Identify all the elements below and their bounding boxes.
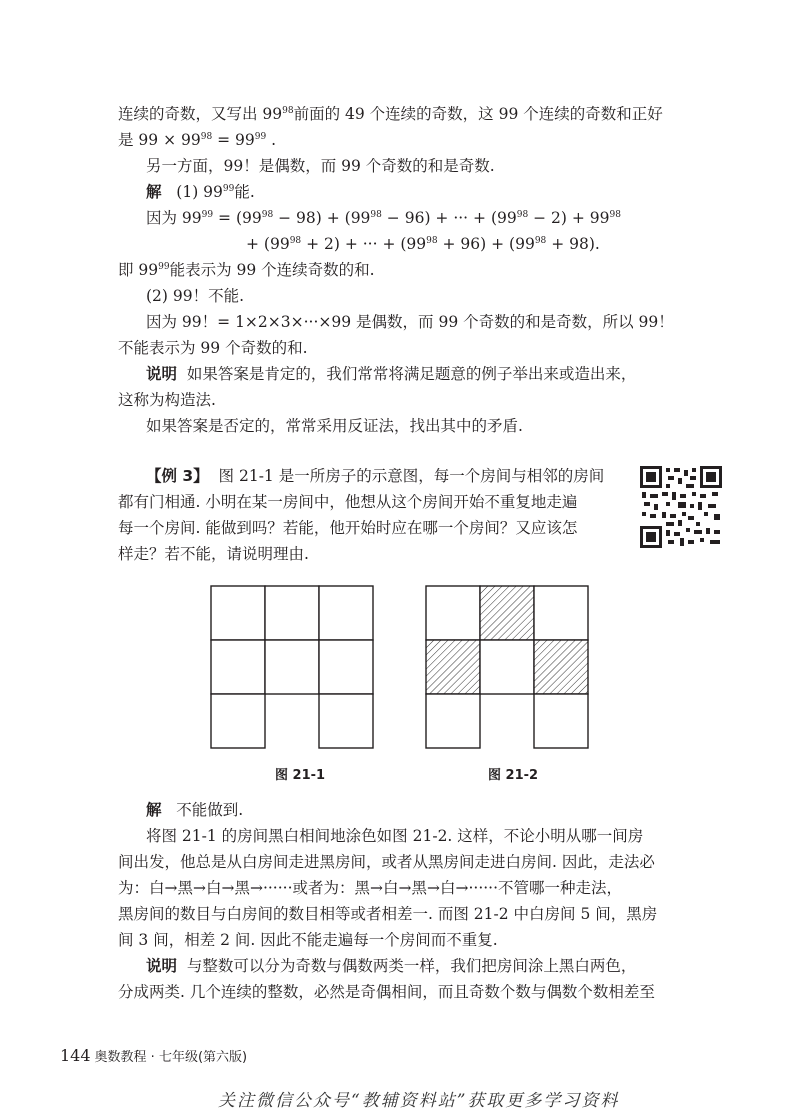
room-cell bbox=[265, 640, 319, 694]
text-line: 黑房间的数目与白房间的数目相等或者相差一. 而图 21-2 中白房间 5 间，黑房 bbox=[118, 905, 658, 923]
note-label: 说明 bbox=[146, 365, 178, 383]
text-line: 说明 与整数可以分为奇数与偶数两类一样，我们把房间涂上黑白两色， bbox=[146, 957, 637, 975]
page-number: 144 bbox=[60, 1046, 91, 1065]
room-cell bbox=[319, 640, 373, 694]
text-line: 样走？若不能，请说明理由. bbox=[118, 545, 309, 563]
text-line: 间 3 间，相差 2 间. 因此不能走遍每一个房间而不重复. bbox=[118, 931, 498, 949]
text-line: 为：白→黑→白→黑→······或者为：黑→白→黑→白→······不管哪一种走法， bbox=[118, 879, 623, 897]
text-line: 因为 99！= 1×2×3×···×99 是偶数，而 99 个奇数的和是奇数，所以 99！ bbox=[146, 313, 674, 331]
text-line: 这称为构造法. bbox=[118, 391, 216, 409]
text-line: 将图 21-1 的房间黑白相间地涂色如图 21-2. 这样，不论小明从哪一间房 bbox=[146, 827, 644, 845]
room-cell bbox=[211, 586, 265, 640]
figure-caption: 图 21-1 bbox=[275, 768, 326, 783]
room-cell bbox=[265, 586, 319, 640]
text-line: 不能表示为 99 个奇数的和. bbox=[118, 339, 308, 357]
text-line: (2) 99！不能. bbox=[146, 287, 245, 305]
black-room-cell bbox=[426, 640, 480, 694]
white-room-cell bbox=[480, 640, 534, 694]
book-title: 奥数教程 · 七年级(第六版) bbox=[94, 1050, 248, 1065]
text-line: 都有门相通. 小明在某一房间中，他想从这个房间开始不重复地走遍 bbox=[118, 493, 578, 511]
figure-21-2 bbox=[425, 585, 591, 751]
page-footer bbox=[60, 1046, 247, 1065]
equation-line: + $(99^{98} + 2)$ + ··· + $(99^{98} + 96) + (99^{98} + 98)$. bbox=[246, 235, 600, 253]
text-line: 说明 如果答案是肯定的，我们常常将满足题意的例子举出来或造出来， bbox=[146, 365, 637, 383]
solution-label: 解 bbox=[146, 801, 162, 819]
figure-caption: 图 21-2 bbox=[488, 768, 539, 783]
figure-21-1 bbox=[210, 585, 376, 751]
text-line: 分成两类. 几个连续的整数，必然是奇偶相间，而且奇数个数与偶数个数相差至 bbox=[118, 983, 655, 1001]
text-line: 另一方面，99！是偶数，而 99 个奇数的和是奇数. bbox=[146, 157, 495, 175]
room-cell bbox=[319, 586, 373, 640]
text-line: 连续的奇数，又写出 $99^{98}$前面的 49 个连续的奇数，这 99 个连续的奇数和正好 bbox=[118, 105, 663, 123]
black-room-cell bbox=[480, 586, 534, 640]
black-room-cell bbox=[534, 640, 588, 694]
text-line: 解 (1) $99^{99}$能. bbox=[146, 183, 255, 201]
white-room-cell bbox=[426, 586, 480, 640]
note-label: 说明 bbox=[146, 957, 178, 975]
watermark: 关注微信公众号“教辅资料站”获取更多学习资料 bbox=[218, 1091, 620, 1111]
text-line: 【例 3】 图 21-1 是一所房子的示意图，每一个房间与相邻的房间 bbox=[146, 467, 605, 485]
example-label: 【例 3】 bbox=[146, 467, 209, 485]
qr-code-icon[interactable] bbox=[640, 466, 722, 548]
room-cell bbox=[211, 640, 265, 694]
white-room-cell bbox=[534, 694, 588, 748]
white-room-cell bbox=[534, 586, 588, 640]
room-cell bbox=[319, 694, 373, 748]
white-room-cell bbox=[426, 694, 480, 748]
solution-label: 解 bbox=[146, 183, 162, 201]
text-line: 解 不能做到. bbox=[146, 801, 244, 819]
text-line: 每一个房间. 能做到吗？若能，他开始时应在哪一个房间？又应该怎 bbox=[118, 519, 578, 537]
text-line: 即 $99^{99}$能表示为 99 个连续奇数的和. bbox=[118, 261, 375, 279]
room-cell bbox=[211, 694, 265, 748]
text-line: 间出发，他总是从白房间走进黑房间，或者从黑房间走进白房间. 因此，走法必 bbox=[118, 853, 655, 871]
text-line: 是 $99 \times 99^{98} = 99^{99}$ . bbox=[118, 131, 277, 149]
text-line: 如果答案是否定的，常常采用反证法，找出其中的矛盾. bbox=[146, 417, 523, 435]
equation-line: 因为 $99^{99} = (99^{98} - 98) + (99^{98} - 96)$ + ··· + $(99^{98} - 2) + 99^{98}$ bbox=[146, 209, 621, 227]
